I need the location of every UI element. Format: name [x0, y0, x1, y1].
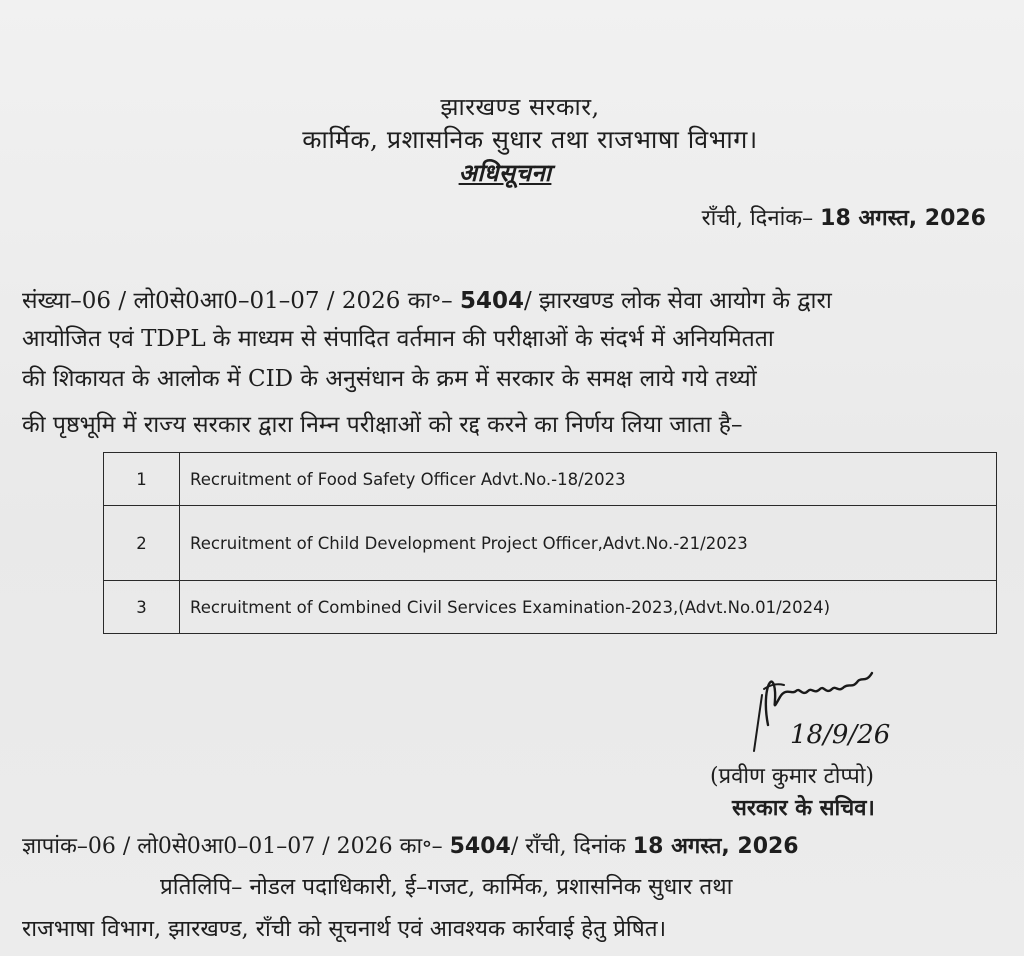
signatory-designation: सरकार के सचिव।: [732, 795, 875, 821]
department-heading: कार्मिक, प्रशासनिक सुधार तथा राजभाषा विभाग।: [302, 125, 758, 154]
body-line-4: की पृष्ठभूमि में राज्य सरकार द्वारा निम्न परीक्षाओं को रद्द करने का निर्णय लिया जाता है–: [22, 412, 743, 438]
exam-serial-number: 1: [104, 453, 180, 506]
memo-number: 5404: [449, 834, 511, 859]
body-line-1-text: / झारखण्ड लोक सेवा आयोग के द्वारा: [523, 288, 832, 314]
table-row: [104, 506, 997, 581]
exam-title: Recruitment of Child Development Project Officer,Advt.No.-21/2023: [180, 506, 997, 581]
table-row: [104, 581, 997, 634]
place-date: [702, 202, 986, 232]
memo-date: 18 अगस्त, 2026: [632, 834, 799, 859]
government-heading: झारखण्ड सरकार,: [440, 93, 600, 121]
cancelled-exams-table: [103, 452, 997, 634]
copy-line-1: प्रतिलिपि– नोडल पदाधिकारी, ई–गजट, कार्मिक, प्रशासनिक सुधार तथा: [160, 874, 733, 900]
notice-type-label: अधिसूचना: [458, 158, 552, 187]
signatory-name: (प्रवीण कुमार टोप्पो): [710, 764, 875, 789]
copy-line-2: राजभाषा विभाग, झारखण्ड, राँची को सूचनार्थ एवं आवश्यक कार्रवाई हेतु प्रेषित।: [22, 916, 667, 942]
body-line-2: आयोजित एवं TDPL के माध्यम से संपादित वर्तमान की परीक्षाओं के संदर्भ में अनियमितता: [22, 326, 774, 352]
memo-slash: /: [510, 834, 519, 859]
memo-line: [22, 830, 799, 860]
place-date-prefix: राँची, दिनांक–: [701, 206, 814, 231]
exam-serial-number: 3: [104, 581, 180, 634]
memo-place-date: राँची, दिनांक: [525, 834, 626, 859]
memo-number-prefix: ज्ञापांक–06 / लो0से0आ0–01–07 / 2026 का॰–: [22, 834, 443, 859]
notice-type-heading: [0, 156, 1010, 189]
handwritten-signature: [740, 655, 940, 755]
body-line-1: [22, 290, 997, 313]
signature-scribble-icon: [740, 655, 940, 755]
exam-title: Recruitment of Combined Civil Services Examination-2023,(Advt.No.01/2024): [180, 581, 997, 634]
body-line-3: की शिकायत के आलोक में CID के अनुसंधान के क्रम में सरकार के समक्ष लाये गये तथ्यों: [22, 366, 757, 392]
reference-number: 5404: [459, 288, 524, 314]
exam-serial-number: 2: [104, 506, 180, 581]
exam-title: Recruitment of Food Safety Officer Advt.No.-18/2023: [180, 453, 997, 506]
signature-date: 18/9/26: [790, 720, 891, 750]
reference-number-prefix: संख्या–06 / लो0से0आ0–01–07 / 2026 का॰–: [22, 288, 453, 314]
table-row: [104, 453, 997, 506]
notice-date: 18 अगस्त, 2026: [820, 206, 986, 231]
